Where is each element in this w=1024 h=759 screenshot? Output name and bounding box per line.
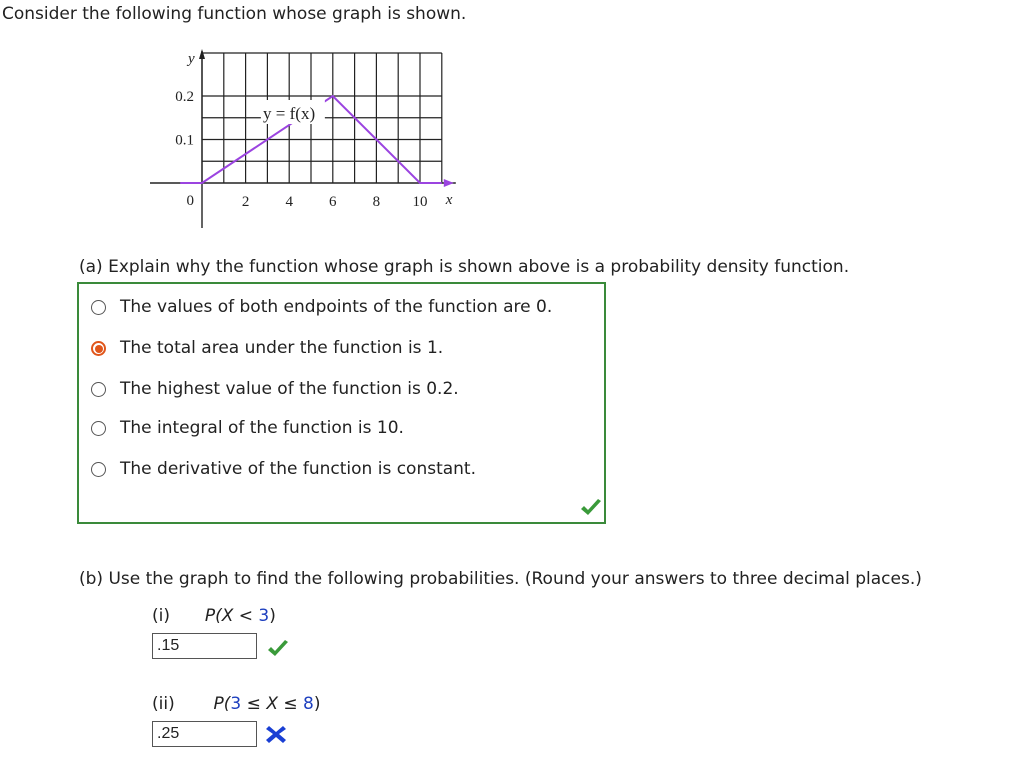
close-paren: ) [269, 606, 276, 626]
x-tick-label: 2 [241, 194, 250, 210]
operator: ≤ [283, 694, 298, 714]
curve-label: y = f(x) [263, 104, 316, 123]
lower-bound: 3 [230, 694, 242, 714]
x-axis-arrow [444, 179, 454, 187]
radio-button[interactable] [91, 421, 106, 436]
choice-derivative[interactable] [91, 456, 476, 482]
choice-highest-value[interactable] [91, 376, 459, 402]
choice-endpoints[interactable] [91, 294, 552, 320]
choice-integral[interactable] [91, 415, 404, 441]
item-number: (ii) [152, 694, 175, 714]
y-tick-label: 0.2 [175, 89, 194, 105]
y-axis-label: y [188, 51, 195, 67]
y-tick-label: 0 [186, 193, 194, 209]
prob-label: P( [213, 694, 231, 714]
radio-button-selected[interactable] [91, 341, 106, 356]
answer-input-ii[interactable]: .25 [152, 721, 257, 747]
answer-choices-panel [77, 282, 606, 524]
part-b-ii-prompt [152, 694, 321, 714]
x-tick-label: 8 [372, 194, 381, 210]
random-variable: X [221, 606, 234, 626]
x-tick-label: 10 [412, 194, 428, 210]
close-paren: ) [313, 694, 321, 714]
radio-button[interactable] [91, 382, 106, 397]
function-graph [150, 48, 690, 233]
choice-total-area[interactable] [91, 335, 443, 361]
y-axis-arrow [199, 49, 205, 59]
random-variable: X [266, 694, 278, 714]
part-a-question: (a) Explain why the function whose graph is shown above is a probability density function. [79, 257, 850, 277]
choice-label: The values of both endpoints of the function are 0. [120, 297, 553, 317]
choice-label: The highest value of the function is 0.2. [120, 379, 459, 399]
x-tick-label: 4 [285, 194, 293, 210]
bound-value: 3 [258, 606, 270, 626]
upper-bound: 8 [303, 694, 314, 714]
intro-text: Consider the following function whose graph is shown. [2, 4, 467, 24]
choice-label: The integral of the function is 10. [120, 418, 404, 438]
y-tick-label: 0.1 [175, 132, 194, 149]
x-axis-label: x [445, 192, 453, 208]
prob-label: P( [204, 606, 222, 626]
radio-button[interactable] [91, 462, 106, 477]
choice-label: The derivative of the function is constant. [120, 459, 477, 479]
part-b-i-prompt [152, 606, 276, 626]
check-icon [579, 498, 603, 518]
part-b-question: (b) Use the graph to find the following probabilities. (Round your answers to three decimal places.) [79, 569, 922, 589]
answer-input-i[interactable]: .15 [152, 633, 257, 659]
x-tick-label: 6 [329, 194, 337, 210]
operator: < [238, 606, 254, 626]
cross-icon [265, 724, 289, 744]
operator: ≤ [246, 694, 261, 714]
check-icon [266, 639, 290, 659]
choice-label: The total area under the function is 1. [120, 338, 444, 358]
item-number: (i) [152, 606, 170, 626]
radio-button[interactable] [91, 300, 106, 315]
